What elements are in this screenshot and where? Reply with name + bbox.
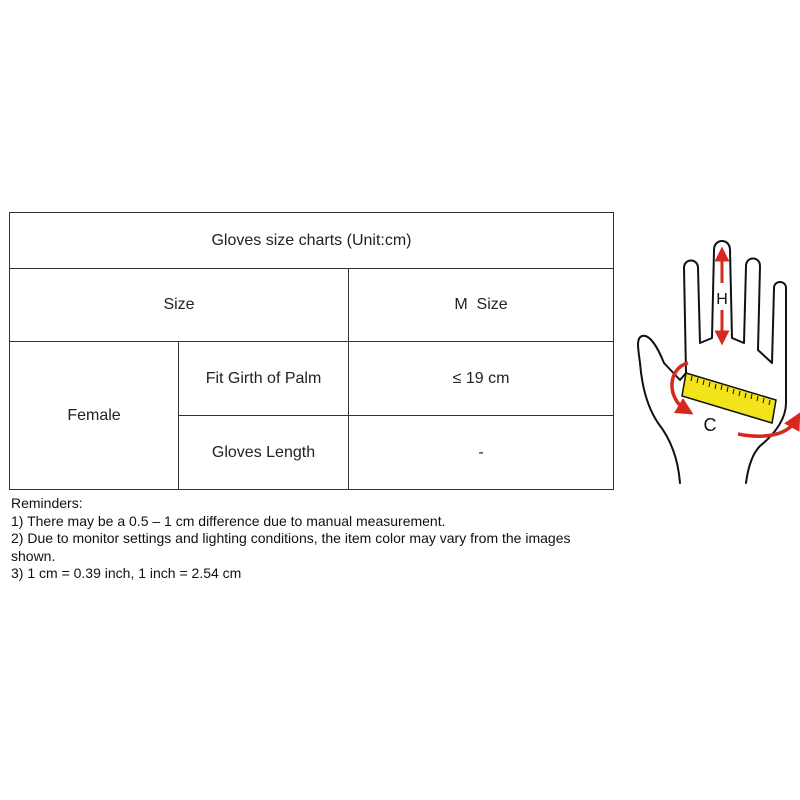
size-chart-table: [9, 212, 614, 490]
m-size-header: M Size: [349, 269, 614, 342]
hand-outline: [638, 241, 786, 483]
palm-girth-value: ≤ 19 cm: [349, 342, 614, 416]
reminder-item: 2) Due to monitor settings and lighting conditions, the item color may vary from the images shown.: [11, 530, 571, 564]
reminders-heading: Reminders:: [11, 495, 83, 511]
glove-length-label: Gloves Length: [179, 416, 349, 490]
reminder-item: 1) There may be a 0.5 – 1 cm difference due to manual measurement.: [11, 512, 446, 529]
reminder-item: 3) 1 cm = 0.39 inch, 1 inch = 2.54 cm: [11, 565, 242, 581]
c-arrow-right: [738, 420, 796, 436]
h-label: H: [716, 291, 728, 308]
tape-measure: [682, 373, 776, 423]
hand-measurement-diagram: [628, 238, 800, 488]
table-title: Gloves size charts (Unit:cm): [10, 213, 614, 269]
c-label: C: [703, 415, 717, 435]
reminders: [11, 495, 601, 583]
female-label: Female: [10, 342, 179, 490]
glove-length-value: -: [349, 416, 614, 490]
size-header: Size: [10, 269, 349, 342]
palm-girth-label: Fit Girth of Palm: [179, 342, 349, 416]
